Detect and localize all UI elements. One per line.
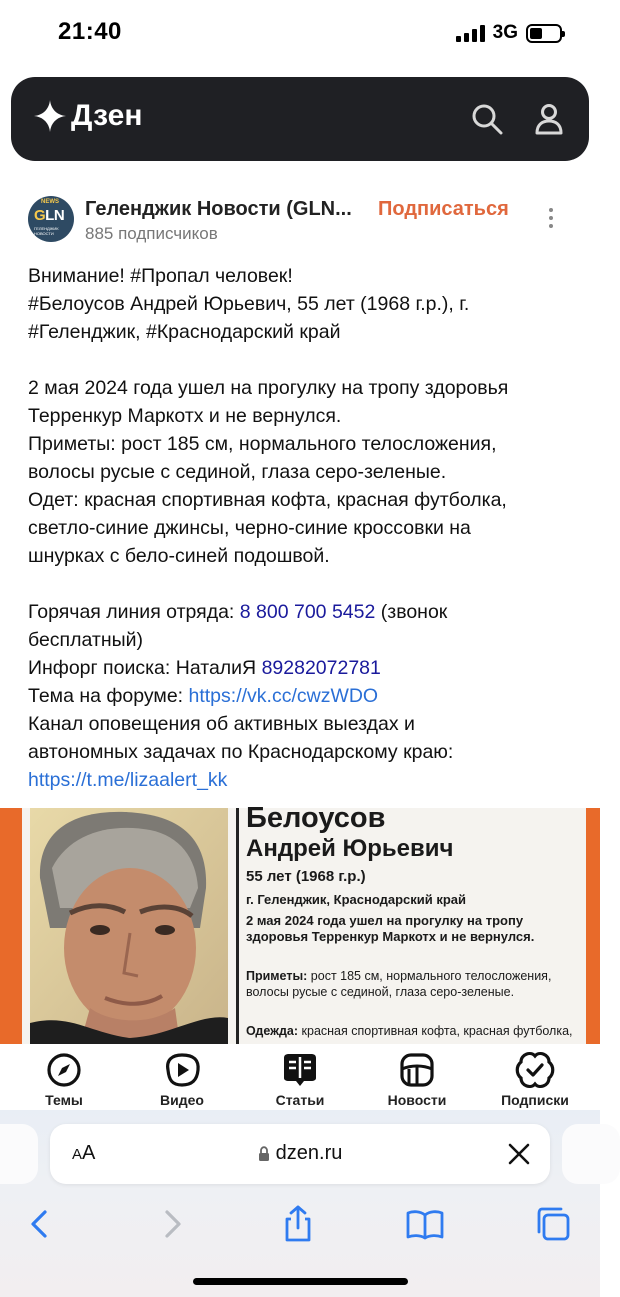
forum-link[interactable]: https://vk.cc/cwzWDO [188, 685, 379, 707]
text-line: бесплатный) [28, 629, 144, 651]
nav-label: Новости [387, 1092, 447, 1108]
dzen-header [11, 77, 589, 161]
compass-icon [46, 1052, 82, 1088]
nav-item-topics[interactable] [14, 1052, 114, 1108]
nav-item-articles[interactable] [250, 1052, 350, 1108]
video-play-icon [162, 1052, 202, 1088]
inforg-line: Инфорг поиска: НаталиЯ 89282072781 [28, 657, 381, 679]
poster-city: г. Геленджик, Краснодарский край [246, 892, 467, 907]
channel-name[interactable]: Геленджик Новости (GLN... [85, 198, 352, 220]
lock-icon [258, 1146, 270, 1162]
network-type: 3G [492, 22, 518, 43]
reader-settings-button[interactable]: AA [72, 1142, 96, 1164]
missing-person-poster[interactable] [0, 802, 600, 1044]
poster-went: 2 мая 2024 года ушел на прогулку на тропу здоровья Терренкур Маркотх и не вернулся. [246, 913, 535, 944]
channel-avatar[interactable] [28, 196, 74, 242]
text-line: Приметы: рост 185 см, нормального телосложения, [28, 433, 497, 455]
forum-line: Тема на форуме: https://vk.cc/cwzWDO [28, 685, 379, 707]
search-icon[interactable] [469, 101, 505, 137]
battery-icon [526, 24, 562, 43]
text-line: Внимание! #Пропал человек! [28, 265, 293, 287]
poster-signs: Приметы: рост 185 см, нормального телосложения, волосы русые с сединой, глаза серо-зеленые. [246, 969, 552, 999]
article-description [28, 374, 578, 570]
logo-text: Дзен [71, 99, 143, 132]
prev-tab-preview[interactable] [0, 1124, 38, 1184]
sparkle-logo-icon [33, 99, 67, 133]
article-contacts [28, 598, 578, 794]
nav-label: Видео [160, 1092, 204, 1108]
text-line: #Геленджик, #Краснодарский край [28, 321, 341, 343]
nav-label: Статьи [275, 1092, 325, 1108]
subscriptions-icon [516, 1052, 554, 1088]
poster-age: 55 лет (1968 г.р.) [246, 868, 366, 885]
status-bar [0, 0, 600, 68]
article-body [28, 262, 578, 822]
poster-surname: Белоусов [246, 802, 386, 834]
nav-label: Темы [45, 1092, 83, 1108]
subscriber-count: 885 подписчиков [85, 224, 218, 243]
avatar-logo-top: NEWS [41, 199, 59, 205]
poster-divider [236, 808, 239, 1044]
nav-item-subscriptions[interactable] [485, 1052, 585, 1108]
url-text: dzen.ru [275, 1142, 343, 1164]
dzen-logo[interactable] [33, 99, 142, 133]
nav-label: Подписки [501, 1092, 569, 1108]
close-icon[interactable] [506, 1141, 532, 1167]
poster-name: Андрей Юрьевич [246, 835, 454, 862]
text-line: Терренкур Маркотх и не вернулся. [28, 405, 342, 427]
signal-icon [456, 24, 485, 42]
channel-header [28, 196, 573, 248]
text-line: автономных задачах по Краснодарскому краю: [28, 741, 454, 763]
status-indicators [456, 22, 562, 44]
bookmarks-icon[interactable] [405, 1204, 445, 1244]
hotline-phone-link[interactable]: 8 800 700 5452 [239, 601, 376, 623]
nav-item-news[interactable] [367, 1052, 467, 1108]
article-intro [28, 262, 578, 346]
inforg-phone-link[interactable]: 89282072781 [261, 657, 381, 679]
url-display[interactable] [50, 1142, 550, 1165]
tabs-icon[interactable] [533, 1204, 573, 1244]
articles-icon [281, 1052, 319, 1088]
text-line: Канал оповещения об активных выездах и [28, 713, 415, 735]
status-time: 21:40 [58, 18, 122, 45]
more-options-icon[interactable] [546, 208, 556, 232]
nav-item-video[interactable] [132, 1052, 232, 1108]
share-icon[interactable] [278, 1204, 318, 1244]
text-line: шнурках с бело-синей подошвой. [28, 545, 330, 567]
text-line: 2 мая 2024 года ушел на прогулку на тропу здоровья [28, 377, 509, 399]
forward-icon[interactable] [152, 1204, 192, 1244]
poster-clothes: Одежда: красная спортивная кофта, красная футболка, [246, 1024, 573, 1038]
subscribe-button[interactable]: Подписаться [378, 198, 509, 220]
browser-toolbar [0, 1110, 600, 1297]
telegram-link[interactable]: https://t.me/lizaalert_kk [28, 769, 228, 791]
text-line: светло-синие джинсы, черно-синие кроссовки на [28, 517, 471, 539]
bottom-navigation [0, 1044, 600, 1110]
hotline-line: Горячая линия отряда: 8 800 700 5452 (звонок [28, 601, 448, 623]
address-bar[interactable] [50, 1124, 550, 1184]
next-tab-preview[interactable] [562, 1124, 620, 1184]
avatar-logo-sub: ГЕЛЕНДЖИК НОВОСТИ [34, 226, 59, 236]
poster-border-right [586, 808, 600, 1044]
home-indicator[interactable] [193, 1278, 408, 1285]
person-photo [30, 808, 228, 1044]
avatar-logo-main: GLN [34, 207, 65, 224]
text-line: волосы русые с сединой, глаза серо-зеленые. [28, 461, 447, 483]
text-line: Одет: красная спортивная кофта, красная футболка, [28, 489, 507, 511]
profile-icon[interactable] [531, 101, 567, 137]
text-line: #Белоусов Андрей Юрьевич, 55 лет (1968 г.р.), г. [28, 293, 470, 315]
back-icon[interactable] [20, 1204, 60, 1244]
poster-border-left [0, 808, 22, 1044]
news-icon [399, 1052, 435, 1088]
